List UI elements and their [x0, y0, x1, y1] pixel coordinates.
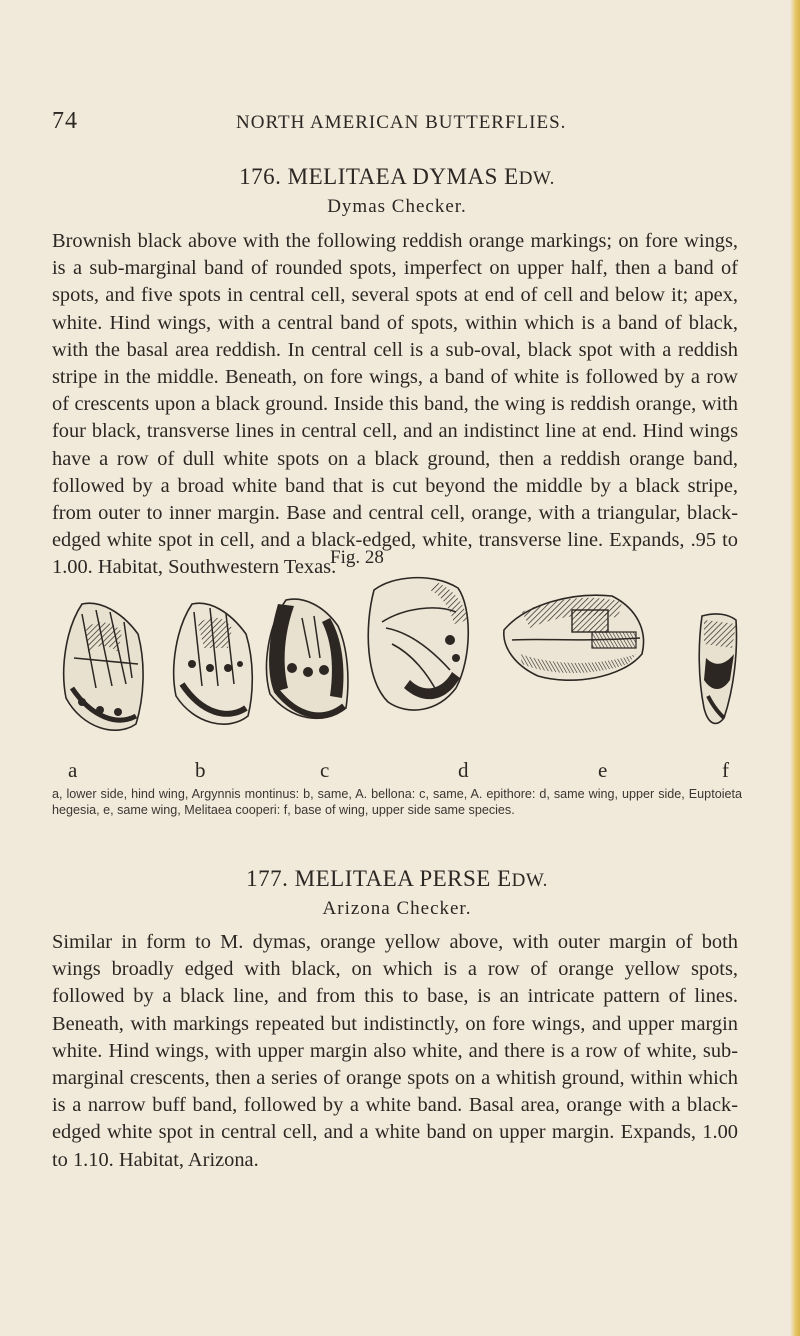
- panel-letter-f: f: [722, 758, 729, 782]
- page-number: 74: [52, 108, 78, 134]
- panel-letter-e: e: [598, 758, 608, 782]
- wing-illustration-d: [368, 578, 468, 710]
- wing-illustrations: [52, 568, 742, 758]
- panel-letter-d: d: [458, 758, 469, 782]
- species-177-title-author: DW.: [511, 870, 548, 891]
- figure-caption: a, lower side, hind wing, Argynnis montinus: b, same, A. bellona: c, same, A. epithore: d, same wing, upper side, Euptoieta hegesia, e, same wing, Melitaea cooperi: f, base of wing, upper side same species.: [52, 787, 742, 817]
- gilt-page-edge: [790, 0, 800, 1336]
- wing-illustration-a: [64, 603, 143, 730]
- wing-illustration-e: [504, 595, 644, 680]
- species-177-title: [52, 866, 742, 892]
- figure-label: Fig. 28: [330, 547, 384, 568]
- species-177-description: Similar in form to M. dymas, orange yellow above, with outer margin of both wings broadly edged with black, on which is a row of orange yellow spots, followed by a black line, and from this to base, is an intricate pattern of lines. Beneath, with markings repeated but indistinctly, on fore wings, and upper margin white. Hind wings, with upper margin also white, and there is a row of white, sub-marginal crescents, then a series of orange spots on a whitish ground, within which is a narrow buff band, followed by a white band. Basal area, orange with a black-edged white spot in central cell, and a white band on upper margin. Expands, 1.00 to 1.10. Habitat, Arizona.: [52, 931, 738, 1171]
- panel-letter-c: c: [320, 758, 330, 782]
- species-176-title-main: 176. MELITAEA DYMAS E: [239, 164, 519, 189]
- species-176-heading: [52, 164, 742, 218]
- species-177-heading: [52, 866, 742, 920]
- figure-panel-letters: [52, 758, 742, 782]
- species-176-title: [52, 164, 742, 190]
- wing-illustration-c: [267, 599, 348, 718]
- wing-illustration-f: [699, 614, 736, 724]
- running-head: [52, 108, 742, 138]
- panel-letter-a: a: [68, 758, 78, 782]
- wing-illustration-b: [174, 603, 253, 724]
- species-176-common-name: Dymas Checker.: [327, 196, 467, 217]
- species-176-description: Brownish black above with the following reddish orange markings; on fore wings, is a sub-marginal band of rounded spots, imperfect on upper half, then a band of spots, and five spots in central cell, several spots at end of cell and below it; apex, white. Hind wings, with a central band of spots, within which is a band of black, with the basal area reddish. In central cell is a sub-oval, black spot with a reddish stripe in the middle. Beneath, on fore wings, a band of white is followed by a row of crescents upon a black ground. Inside this band, the wing is reddish orange, with four black, transverse lines in central cell, and an indistinct line at end. Hind wings have a row of dull white spots on a black ground, then a reddish orange band, followed by a broad white band that is cut beyond the middle by a black stripe, from outer to inner margin. Base and central cell, orange, with a triangular, black-edged white spot in cell, and a black-edged, white, transverse line. Expands, .95 to 1.00. Habitat, Southwestern Texas.: [52, 230, 738, 579]
- species-177-common-name: Arizona Checker.: [322, 898, 472, 919]
- running-title: NORTH AMERICAN BUTTERFLIES.: [236, 112, 567, 133]
- species-176-title-author: DW.: [518, 168, 555, 189]
- panel-letter-b: b: [195, 758, 206, 782]
- species-177-title-main: 177. MELITAEA PERSE E: [246, 866, 512, 891]
- figure-plate: [52, 568, 742, 758]
